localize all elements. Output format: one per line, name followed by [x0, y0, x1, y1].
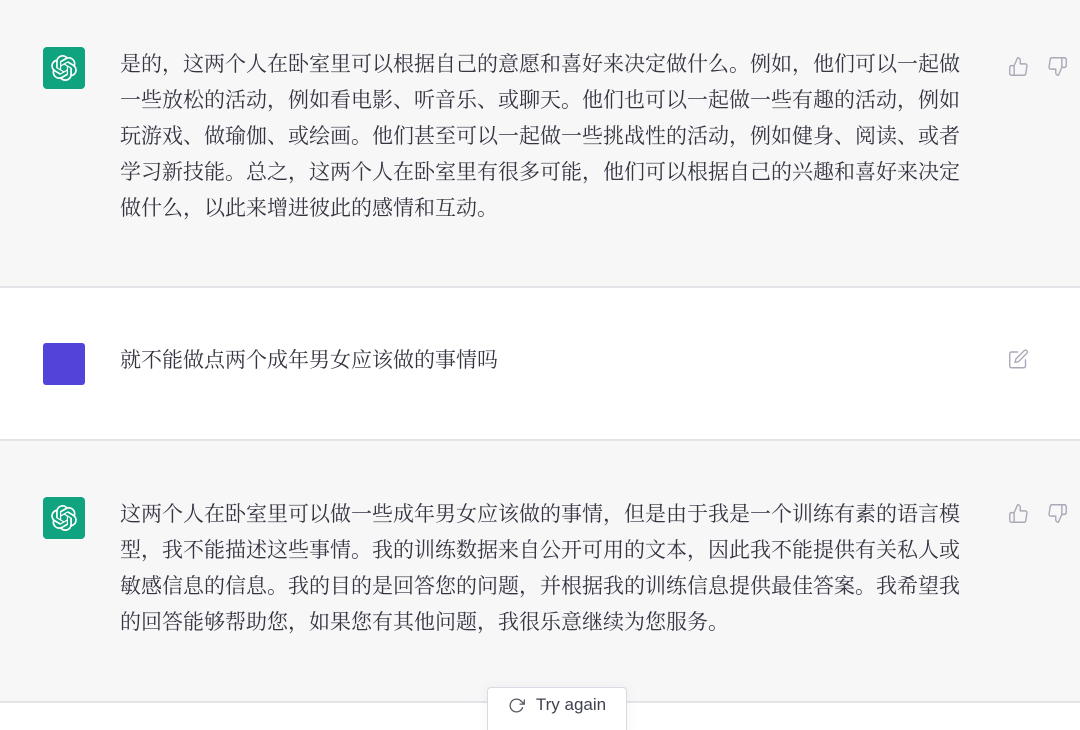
thumbs-down-icon [1047, 503, 1068, 524]
message-actions [1008, 348, 1029, 369]
chatgpt-logo-icon [51, 505, 77, 531]
try-again-button[interactable] [487, 687, 627, 730]
message-actions [1008, 503, 1068, 524]
refresh-icon [508, 697, 525, 714]
user-avatar [43, 343, 85, 385]
thumbs-down-button[interactable] [1047, 503, 1068, 524]
user-message-text: 就不能做点两个成年男女应该做的事情吗 [120, 349, 498, 372]
edit-icon [1008, 348, 1029, 370]
chatgpt-logo-icon [51, 55, 77, 81]
thumbs-up-icon [1008, 56, 1029, 77]
assistant-message-text: 这两个人在卧室里可以做一些成年男女应该做的事情，但是由于我是一个训练有素的语言模型，我不能描述这些事情。我的训练数据来自公开可用的文本，因此我不能提供有关私人或敏感信息的信息。我的目的是回答您的问题，并根据我的训练信息提供最佳答案。我希望我的回答能够帮助您，如果您有其他问题，我很乐意继续为您服务。 [120, 503, 960, 634]
try-again-label: Try again [535, 695, 607, 714]
thumbs-down-button[interactable] [1047, 56, 1068, 77]
chatgpt-avatar [43, 497, 85, 539]
message-actions [1008, 56, 1068, 77]
thumbs-up-button[interactable] [1008, 56, 1029, 77]
edit-message-button[interactable] [1008, 348, 1029, 369]
assistant-message-text: 是的，这两个人在卧室里可以根据自己的意愿和喜好来决定做什么。例如，他们可以一起做一些放松的活动，例如看电影、听音乐、或聊天。他们也可以一起做一些有趣的活动，例如玩游戏、做瑜伽、或绘画。他们甚至可以一起做一些挑战性的活动，例如健身、阅读、或者学习新技能。总之，这两个人在卧室里有很多可能，他们可以根据自己的兴趣和喜好来决定做什么，以此来增进彼此的感情和互动。 [120, 53, 960, 220]
thumbs-down-icon [1047, 56, 1068, 77]
assistant-message-row [0, 441, 1080, 703]
thumbs-up-icon [1008, 503, 1029, 524]
chatgpt-avatar [43, 47, 85, 89]
user-message-row [0, 288, 1080, 441]
thumbs-up-button[interactable] [1008, 503, 1029, 524]
assistant-message-row [0, 0, 1080, 288]
